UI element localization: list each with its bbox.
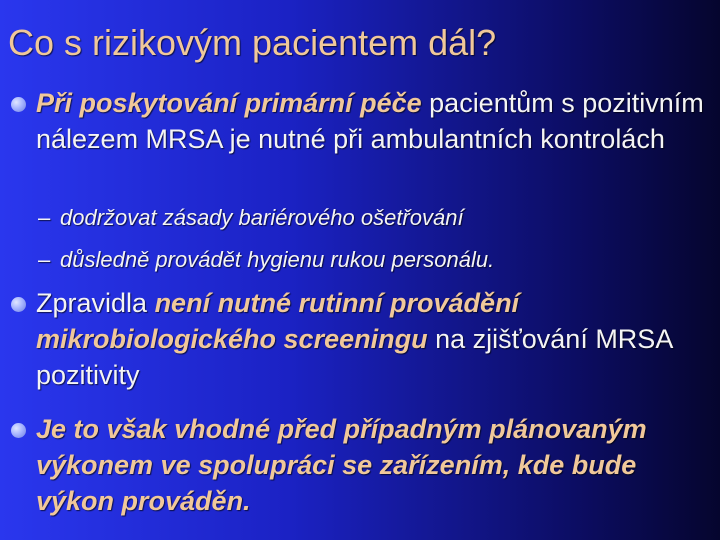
sub-bullet-text: důsledně provádět hygienu rukou personálu. bbox=[60, 247, 495, 272]
bullet-item-1 bbox=[8, 85, 708, 157]
emphasis-text: Při poskytování primární péče bbox=[36, 88, 422, 118]
emphasis-text: Je to však vhodné před případným plánovaným výkonem ve spolupráci se zařízením, kde bude výkon prováděn. bbox=[36, 414, 647, 516]
bullet-dot-icon bbox=[11, 297, 26, 312]
dash-marker: – bbox=[38, 205, 51, 230]
bullet-item-2 bbox=[8, 285, 708, 393]
bullet-dot-icon bbox=[11, 423, 26, 438]
bullet-text bbox=[36, 85, 708, 157]
bullet-text bbox=[36, 411, 708, 519]
sub-bullet-1 bbox=[38, 203, 698, 233]
bullet-dot-icon bbox=[11, 97, 26, 112]
body-text: pacientům s pozitivním nálezem MRSA je nutné při ambulantních kontrolách bbox=[36, 88, 704, 154]
emphasis-text: není nutné rutinní provádění mikrobiologického screeningu bbox=[36, 288, 520, 354]
sub-bullet-2 bbox=[38, 245, 698, 275]
bullet-item-3 bbox=[8, 411, 708, 519]
slide-title: Co s rizikovým pacientem dál? bbox=[8, 22, 497, 63]
lead-text: Zpravidla bbox=[36, 288, 148, 318]
body-text: na zjišťování MRSA pozitivity bbox=[36, 324, 672, 390]
bullet-text bbox=[36, 285, 708, 393]
sub-bullet-text: dodržovat zásady bariérového ošetřování bbox=[60, 205, 464, 230]
dash-marker: – bbox=[38, 247, 51, 272]
